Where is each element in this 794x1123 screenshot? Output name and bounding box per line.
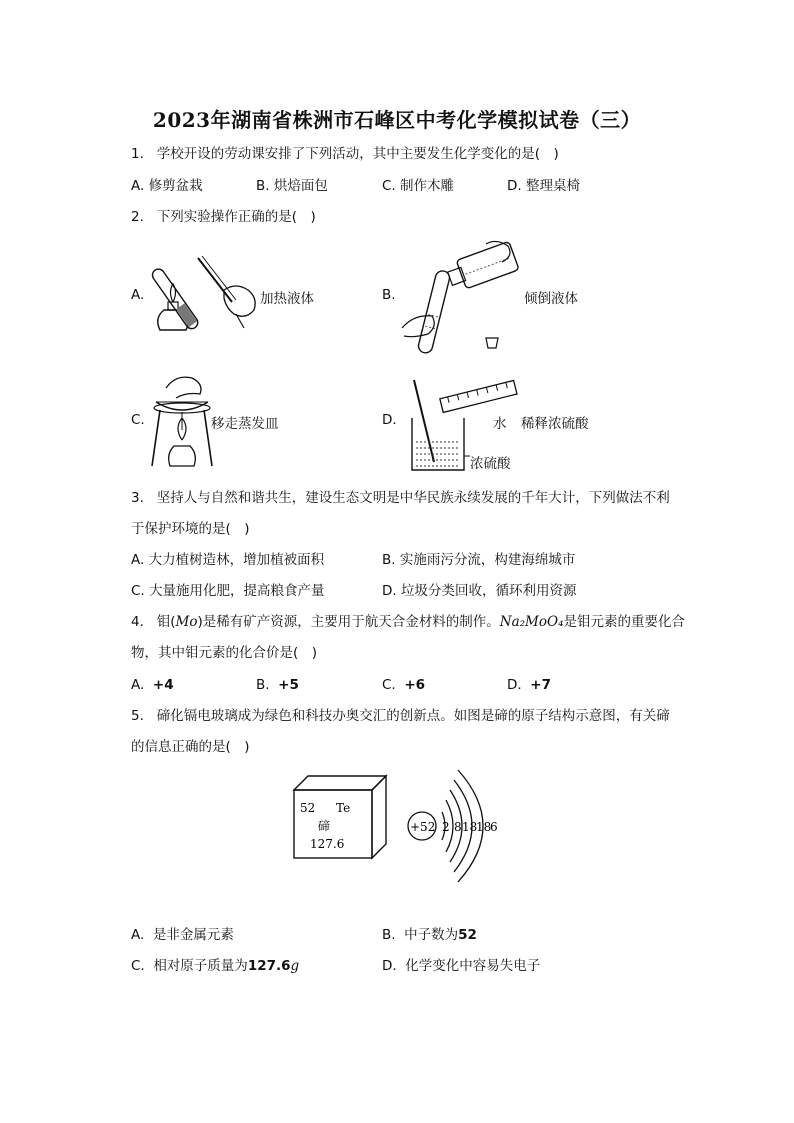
element-symbol: Te — [336, 801, 351, 815]
shell-3: 18 — [462, 820, 478, 834]
q2-option-b-caption: 倾倒液体 — [524, 291, 578, 307]
question-3-stem-line2: 于保护环境的是( ) — [131, 521, 250, 537]
q2-option-a-caption: 加热液体 — [260, 291, 314, 307]
evaporating-dish-figure — [146, 370, 216, 470]
question-number: 2. — [131, 209, 144, 225]
q4-option-b: B. +5 — [256, 677, 299, 693]
question-text: 坚持人与自然和谐共生，建设生态文明是中华民族永续发展的千年大计，下列做法不利 — [156, 490, 670, 506]
heating-liquid-figure — [146, 250, 266, 335]
q1-option-d: D. 整理桌椅 — [507, 178, 580, 194]
shell-1: 2 — [442, 820, 450, 834]
question-number: 1. — [131, 146, 144, 162]
q5-option-b: B. 中子数为52 — [382, 927, 477, 943]
q1-option-b: B. 烘焙面包 — [256, 178, 328, 194]
nucleus-charge: +52 — [410, 820, 436, 834]
mo-symbol: Mo — [175, 614, 198, 630]
question-number: 4. — [131, 614, 144, 630]
q4-option-d: D. +7 — [507, 677, 551, 693]
pouring-liquid-figure — [398, 236, 526, 356]
question-text: 碲化镉电玻璃成为绿色和科技办奥交汇的创新点。如图是碲的原子结构示意图，有关碲 — [156, 708, 670, 724]
question-4-stem-line2: 物，其中钼元素的化合价是( ) — [131, 645, 318, 661]
q3-option-b: B. 实施雨污分流，构建海绵城市 — [382, 552, 576, 568]
q1-option-c: C. 制作木雕 — [382, 178, 455, 194]
page-title: 2023年湖南省株洲市石峰区中考化学模拟试卷（三） — [152, 108, 642, 132]
formula: Na₂MoO₄ — [499, 614, 564, 630]
q3-option-c: C. 大量施用化肥，提高粮食产量 — [131, 583, 325, 599]
water-label: 水 — [493, 416, 507, 432]
q2-option-d-caption: 稀释浓硫酸 — [521, 416, 589, 432]
atomic-mass: 127.6 — [310, 837, 345, 851]
question-3-stem — [131, 489, 670, 507]
element-name: 碲 — [318, 819, 331, 833]
atomic-number: 52 — [300, 801, 316, 815]
element-tile-figure — [290, 772, 390, 864]
q5-option-a: A. 是非金属元素 — [131, 927, 234, 943]
question-number: 3. — [131, 490, 144, 506]
shell-2: 8 — [454, 820, 462, 834]
shell-5: 6 — [490, 820, 498, 834]
q4-option-a: A. +4 — [131, 677, 174, 693]
q2-option-b-letter: B. — [382, 287, 396, 303]
q2-option-d-letter: D. — [382, 412, 397, 428]
q5-option-d: D. 化学变化中容易失电子 — [382, 958, 541, 974]
question-5-stem — [131, 707, 670, 725]
question-text: 下列实验操作正确的是( ) — [156, 209, 316, 225]
question-number: 5. — [131, 708, 144, 724]
question-2-stem — [131, 208, 316, 226]
question-4-stem: 4. 钼(Mo)是稀有矿产资源，主要用于航天合金材料的制作。Na₂MoO₄是钼元素的重要化合 — [131, 614, 685, 630]
q2-option-c-letter: C. — [131, 412, 145, 428]
question-5-stem-line2: 的信息正确的是( ) — [131, 739, 250, 755]
q3-option-a: A. 大力植树造林，增加植被面积 — [131, 552, 325, 568]
q1-option-a: A. 修剪盆栽 — [131, 178, 203, 194]
acid-label: 浓硫酸 — [470, 456, 511, 472]
q2-option-a-letter: A. — [131, 287, 145, 303]
q5-option-c: C. 相对原子质量为127.6g — [131, 958, 300, 974]
q2-option-c-caption: 移走蒸发皿 — [211, 416, 279, 432]
question-1-stem — [131, 145, 559, 163]
question-text: 学校开设的劳动课安排了下列活动，其中主要发生化学变化的是( ) — [156, 146, 559, 162]
q3-option-d: D. 垃圾分类回收，循环利用资源 — [382, 583, 577, 599]
shell-4: 18 — [476, 820, 492, 834]
atom-structure-figure — [404, 764, 514, 888]
q4-option-c: C. +6 — [382, 677, 426, 693]
